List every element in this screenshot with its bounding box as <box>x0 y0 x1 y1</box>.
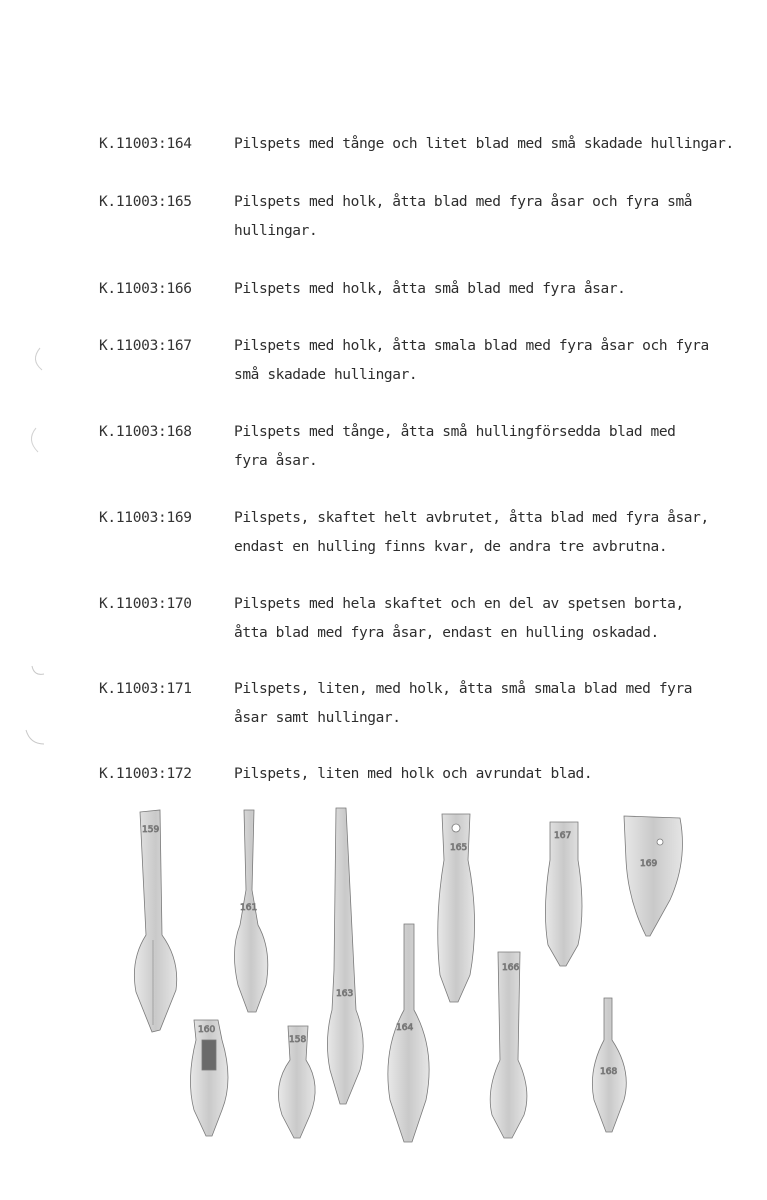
entry-description: Pilspets med hela skaftet och en del av spetsen borta, åtta blad med fyra åsar, endast en hulling oskadad. <box>234 596 684 641</box>
entry-description: Pilspets, liten med holk och avrundat blad. <box>234 766 593 782</box>
drawing-label: 165 <box>450 843 468 853</box>
arrowhead-158-drawing <box>278 1026 315 1138</box>
drawing-label: 160 <box>198 1025 216 1035</box>
catalog-number: K.11003:167 <box>99 338 192 354</box>
catalog-number: K.11003:169 <box>99 510 192 526</box>
entry-description: Pilspets, skaftet helt avbrutet, åtta blad med fyra åsar, endast en hulling finns kvar, de andra tre avbrutna. <box>234 510 709 555</box>
drawing-label: 164 <box>396 1023 414 1033</box>
catalog-number: K.11003:171 <box>99 681 192 697</box>
arrowhead-drawings <box>0 790 767 1160</box>
arrowhead-167-drawing <box>545 822 582 966</box>
catalog-number: K.11003:172 <box>99 766 192 782</box>
catalog-number: K.11003:166 <box>99 281 192 297</box>
arrowhead-165-drawing <box>438 814 475 1002</box>
entry-description: Pilspets med holk, åtta blad med fyra åsar och fyra små hullingar. <box>234 194 693 239</box>
catalog-number: K.11003:165 <box>99 194 192 210</box>
arrowhead-159-drawing <box>134 810 176 1032</box>
catalog-number: K.11003:168 <box>99 424 192 440</box>
arrowhead-168-drawing <box>592 998 626 1132</box>
arrowhead-163-drawing <box>327 808 363 1104</box>
drawing-label: 166 <box>502 963 520 973</box>
arrowhead-166-drawing <box>490 952 527 1138</box>
catalog-number: K.11003:170 <box>99 596 192 612</box>
entry-description: Pilspets, liten, med holk, åtta små smala blad med fyra åsar samt hullingar. <box>234 681 693 726</box>
arrowhead-164-drawing <box>388 924 429 1142</box>
catalog-number: K.11003:164 <box>99 136 192 152</box>
drawing-label: 169 <box>640 859 658 869</box>
entry-description: Pilspets med tånge, åtta små hullingförsedda blad med fyra åsar. <box>234 424 676 469</box>
drawing-label: 163 <box>336 989 354 999</box>
entry-description: Pilspets med holk, åtta små blad med fyra åsar. <box>234 281 626 297</box>
drawing-label: 168 <box>600 1067 618 1077</box>
entry-description: Pilspets med tånge och litet blad med små skadade hullingar. <box>234 136 734 152</box>
drawing-label: 159 <box>142 825 160 835</box>
entry-description: Pilspets med holk, åtta smala blad med fyra åsar och fyra små skadade hullingar. <box>234 338 709 383</box>
drawing-label: 161 <box>240 903 258 913</box>
arrowhead-160-drawing <box>190 1020 228 1136</box>
punch-hole-marks <box>18 340 58 760</box>
drawing-label: 158 <box>289 1035 307 1045</box>
drawing-label: 167 <box>554 831 572 841</box>
arrowhead-169-drawing <box>624 816 682 936</box>
arrowhead-161-drawing <box>234 810 267 1012</box>
